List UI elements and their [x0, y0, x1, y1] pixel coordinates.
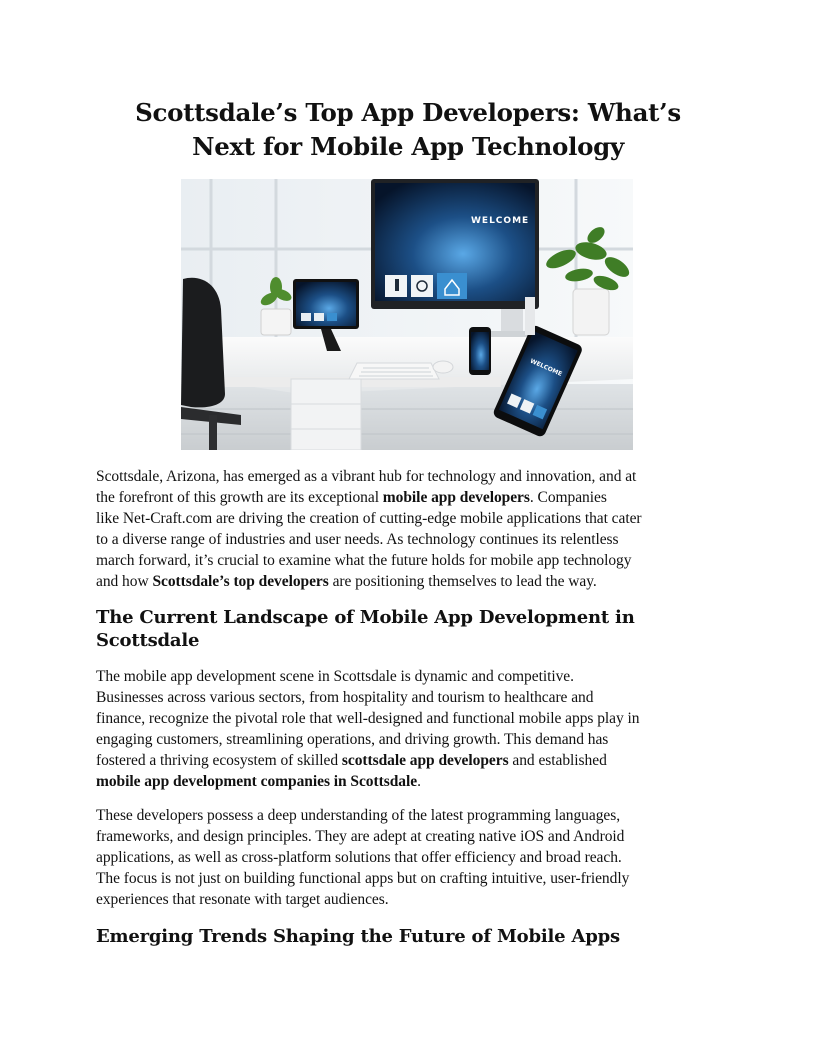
text-line [96, 572, 728, 593]
text-line: applications, as well as cross-platform solutions that offer efficiency and broad reach. [96, 848, 622, 866]
text-line: These developers possess a deep understanding of the latest programming languages, [96, 807, 621, 824]
heading-line: Scottsdale [96, 630, 200, 651]
text-line: experiences that resonate with target audiences. [96, 890, 389, 908]
text-line: like Net-Craft.com are driving the creation of cutting-edge mobile applications that cater [96, 509, 642, 527]
keyword-mobile-app-development-companies: mobile app development companies in Scottsdale [96, 772, 418, 790]
text-line: The focus is not just on building functional apps but on crafting intuitive, user-friendly [96, 869, 630, 887]
intro-paragraph [96, 467, 728, 592]
heading-line: The Current Landscape of Mobile App Development in [96, 607, 635, 628]
title-line: Next for Mobile App Technology [192, 132, 624, 161]
text-line: march forward, it’s crucial to examine what the future holds for mobile app technology [96, 551, 632, 569]
title-line: Scottsdale’s Top App Developers: What’s [135, 98, 681, 127]
text-line: Scottsdale, Arizona, has emerged as a vibrant hub for technology and innovation, and at [96, 468, 637, 485]
keyword-mobile-app-developers: mobile app developers [382, 488, 530, 506]
text-span: and how [96, 572, 153, 590]
hero-image [181, 179, 633, 450]
text-line: The mobile app development scene in Scottsdale is dynamic and competitive. [96, 668, 574, 685]
keyword-scottsdales-top-developers: Scottsdale’s top developers [152, 572, 329, 590]
text-span: . Companies [529, 488, 607, 506]
section-heading-current-landscape [96, 606, 720, 652]
landscape-paragraph-1 [96, 667, 728, 792]
section-heading-emerging-trends [96, 925, 720, 948]
text-span: the forefront of this growth are its exceptional [96, 488, 383, 506]
heading-line: Emerging Trends Shaping the Future of Mobile Apps [96, 926, 620, 947]
landscape-paragraph-2 [96, 806, 728, 911]
text-span: are positioning themselves to lead the way. [328, 572, 597, 590]
text-line: engaging customers, streamlining operations, and driving growth. This demand has [96, 730, 609, 748]
text-line: Businesses across various sectors, from hospitality and tourism to healthcare and [96, 688, 594, 706]
text-line [96, 751, 728, 772]
phone-screen-text: WELCOME [528, 357, 564, 378]
desktop-screen-text: WELCOME [471, 216, 530, 226]
text-line: finance, recognize the pivotal role that well-designed and functional mobile apps play in [96, 709, 640, 727]
keyword-scottsdale-app-developers: scottsdale app developers [341, 751, 509, 769]
text-line: frameworks, and design principles. They are adept at creating native iOS and Android [96, 827, 625, 845]
text-span: fostered a thriving ecosystem of skilled [96, 751, 342, 769]
text-line [96, 488, 728, 509]
text-span: and established [508, 751, 607, 769]
text-line: to a diverse range of industries and user needs. As technology continues its relentless [96, 530, 619, 548]
text-span: . [417, 772, 421, 790]
text-line [96, 772, 728, 793]
document-title [96, 96, 720, 164]
